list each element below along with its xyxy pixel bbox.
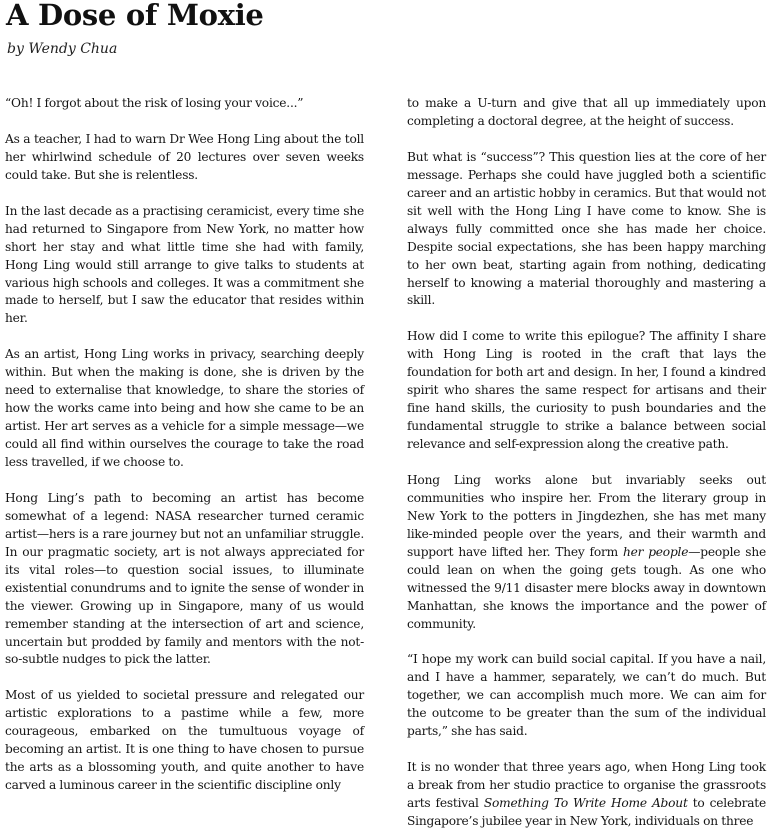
paragraph-u-turn: to make a U-turn and give that all up immediately upon completing a doctoral degree, at the height of success.	[407, 96, 766, 128]
paragraph-social-capital-quote: “I hope my work can build social capital. If you have a nail, and I have a hammer, separately, we can’t do much. But together, we can accomplish much more. We can aim for the outcome to be greater than the sum of the individual parts,” she has said.	[407, 652, 766, 739]
paragraph-path-to-artist: Hong Ling’s path to becoming an artist has become somewhat of a legend: NASA researcher turned ceramic artist—hers is a rare journey but not an unfamiliar struggle. In our pragmatic society, art is not always appreciated for its vital roles—to question social issues, to illuminate existential conundrums and to ignite the sense of wonder in the viewer. Growing up in Singapore, many of us would remember standing at the intersection of art and science, uncertain but prodded by family and mentors with the not-so-subtle nudges to pick the latter.	[5, 490, 364, 667]
festival-text-a: It is no wonder that three years ago, when Hong Ling took a break from her studio practice to organise the grassroots arts festival	[407, 760, 766, 811]
paragraph-festival	[407, 759, 766, 831]
communities-emphasis: her people	[622, 544, 689, 559]
festival-text-b: to celebrate Singapore’s jubilee year in New York, individuals on three	[407, 796, 766, 829]
right-column	[407, 95, 766, 831]
paragraph-what-is-success: But what is “success”? This question lies at the core of her message. Perhaps she could have juggled both a scientific career and an artistic hobby in ceramics. But that would not sit well with the Hong Ling I have come to know. She is always fully committed once she has made her choice. Despite social expectations, she has been happy marching to her own beat, starting again from nothing, dedicating herself to knowing a material thoroughly and mastering a skill.	[407, 149, 766, 308]
paragraph-teacher-warning: As a teacher, I had to warn Dr Wee Hong Ling about the toll her whirlwind schedule of 20 lectures over seven weeks could take. But she is relentless.	[5, 131, 364, 182]
communities-text-a: Hong Ling works alone but invariably seeks out communities who inspire her. From the literary group in New York to the potters in Jingdezhen, she has met many like-minded people over the years, and their warmth and support have lifted her. They form	[407, 472, 766, 559]
paragraph-ceramicist-talks: In the last decade as a practising ceramicist, every time she had returned to Singapore from New York, no matter how short her stay and what little time she had with family, Hong Ling would still arrange to give talks to students at various high schools and colleges. It was a commitment she made to herself, but I saw the educator that resides within her.	[5, 203, 364, 326]
communities-text-b: —people she could lean on when the going gets tough. As one who witnessed the 9/11 disaster mere blocks away in downtown Manhattan, she knows the importance and the power of community.	[407, 544, 766, 631]
paragraph-quote-voice: “Oh! I forgot about the risk of losing your voice...”	[5, 96, 304, 110]
festival-name: Something To Write Home About	[483, 796, 688, 811]
left-column	[5, 95, 364, 795]
paragraph-epilogue-affinity: How did I come to write this epilogue? The affinity I share with Hong Ling is rooted in the craft that lays the foundation for both art and design. In her, I found a kindred spirit who shares the same respect for artisans and their fine hand skills, the curiosity to push boundaries and the fundamental struggle to strike a balance between social relevance and self-expression along the creative path.	[407, 329, 766, 452]
article-title: A Dose of Moxie	[6, 0, 264, 32]
paragraph-communities	[407, 472, 766, 634]
paragraph-artist-privacy: As an artist, Hong Ling works in privacy, searching deeply within. But when the making is done, she is driven by the need to externalise that knowledge, to share the stories of how the works came into being and how she came to be an artist. Her art serves as a vehicle for a simple message—we could all find within ourselves the courage to take the road less travelled, if we choose to.	[5, 347, 364, 470]
article-byline: by Wendy Chua	[7, 41, 118, 57]
paragraph-societal-pressure: Most of us yielded to societal pressure and relegated our artistic explorations to a pastime while a few, more courageous, embarked on the tumultuous voyage of becoming an artist. It is one thing to have chosen to pursue the arts as a blossoming youth, and quite another to have carved a luminous career in the scientific discipline only	[5, 688, 364, 793]
